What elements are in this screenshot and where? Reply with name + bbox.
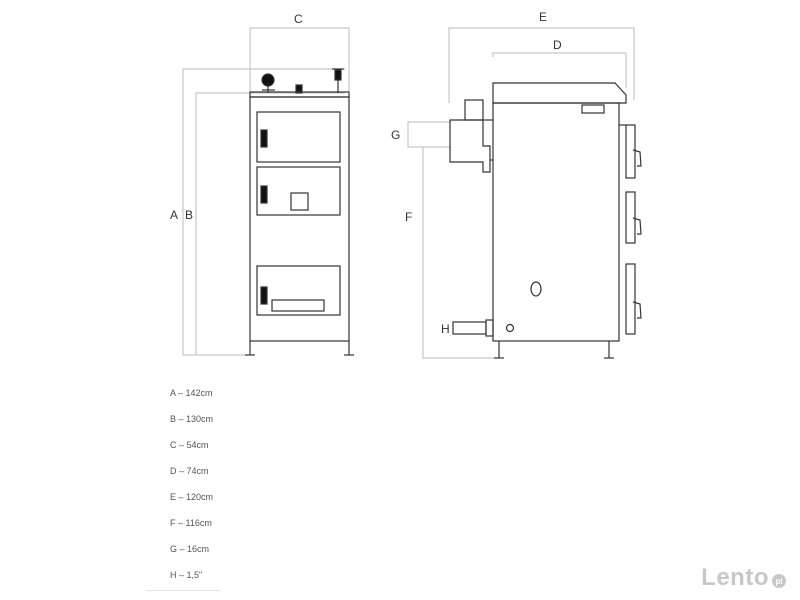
watermark-badge-icon: pl — [772, 574, 786, 588]
legend-item-d: D – 74cm — [170, 466, 209, 476]
watermark-logo — [701, 564, 786, 592]
side-flue-collar — [465, 100, 483, 120]
dimensions-legend — [170, 383, 213, 591]
dimension-label-d: D — [553, 38, 562, 52]
side-inspection-port — [531, 282, 541, 296]
front-upper-door — [257, 112, 340, 162]
legend-item-a: A – 142cm — [170, 388, 213, 398]
side-drain-valve — [507, 325, 514, 332]
side-flue-stub — [450, 120, 490, 172]
dimension-label-c: C — [294, 12, 303, 26]
dimension-label-e: E — [539, 10, 548, 24]
side-upper-door-handle — [633, 150, 641, 166]
front-ash-door-slot — [272, 300, 324, 311]
watermark-text: Lento — [701, 564, 769, 591]
front-ash-door-handle — [261, 287, 267, 304]
dimension-lines — [183, 28, 634, 358]
side-middle-door-edge — [626, 192, 635, 243]
legend-item-c: C – 54cm — [170, 440, 209, 450]
dimension-line-g — [408, 122, 451, 147]
boiler-front-view — [245, 69, 354, 355]
side-cabinet-body — [493, 103, 619, 341]
dimension-line-e — [449, 28, 634, 103]
side-inlet-pipe — [453, 322, 486, 334]
legend-item-g: G – 16cm — [170, 544, 210, 554]
dimension-label-f: F — [405, 210, 413, 224]
side-ash-door-handle — [633, 302, 641, 318]
side-label-plate — [582, 105, 604, 113]
front-middle-door-window — [291, 193, 308, 210]
legend-item-b: B – 130cm — [170, 414, 214, 424]
side-middle-door-handle — [633, 218, 641, 234]
dimension-label-b: B — [185, 208, 194, 222]
side-ash-door-edge — [626, 264, 635, 334]
front-middle-door-handle — [261, 186, 267, 203]
dimension-line-b — [196, 93, 345, 355]
side-inlet-fitting — [486, 320, 493, 336]
front-fitting-valve — [335, 70, 341, 80]
side-top-lid — [493, 83, 626, 103]
dimension-label-a: A — [170, 208, 179, 222]
legend-item-h: H – 1,5" — [170, 570, 203, 580]
front-upper-door-handle — [261, 130, 267, 147]
front-fitting-ball — [262, 74, 274, 86]
front-ash-door — [257, 266, 340, 315]
side-upper-door-edge — [626, 125, 635, 178]
boiler-side-view — [450, 83, 641, 358]
legend-divider — [146, 590, 220, 591]
dimension-label-g: G — [391, 128, 401, 142]
front-middle-door — [257, 167, 340, 215]
legend-item-e: E – 120cm — [170, 492, 214, 502]
dimension-label-h: H — [441, 322, 450, 336]
legend-item-f: F – 116cm — [170, 518, 212, 528]
